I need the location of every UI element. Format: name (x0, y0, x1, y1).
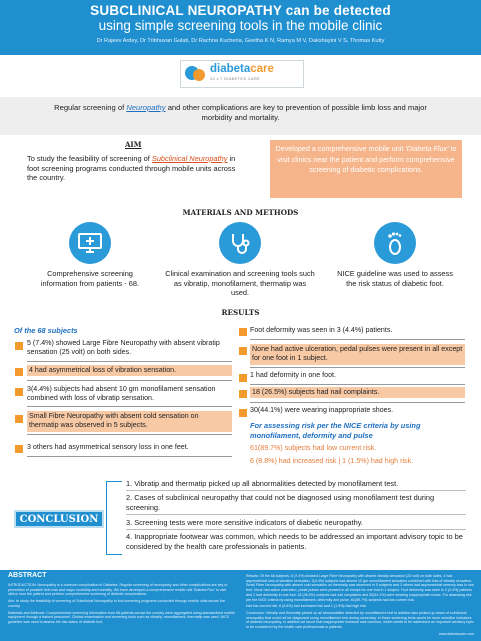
divider (27, 434, 232, 435)
logo-word-b: care (250, 63, 274, 75)
conclusion-item-2: 2. Cases of subclinical neuropathy that could not be diagnosed using monofilament test during screening. (126, 493, 435, 512)
intro-emphasis: Neuropathy (126, 103, 166, 112)
aim-text-before: To study the feasibility of screening of (27, 154, 152, 163)
methods-column-1 (30, 222, 150, 288)
aim-box-before: Developed a comprehensive mobile unit (275, 144, 406, 153)
methods-heading: MATERIALS AND METHODS (182, 208, 299, 217)
abstract-right-column (246, 574, 474, 638)
risk-line-2: 6 (8.8%) had increased risk | 1 (1.5%) had high risk. (250, 457, 414, 465)
foot-icon (374, 222, 416, 264)
poster-title-line2: using simple screening tools in the mobile clinic (98, 18, 383, 33)
divider (27, 380, 232, 381)
intro-text-after: and other complications are key to prevention of possible limb loss and major morbidity and mortality. (165, 103, 427, 122)
conclusion-item-3: 3. Screening tests were more sensitive indicators of diabetic neuropathy. (126, 518, 363, 527)
bullet-marker (239, 328, 247, 336)
logo-tagline: 24 x 7 DIABETES CARE (210, 76, 261, 81)
bullet-marker (239, 374, 247, 382)
bullet-marker (15, 388, 23, 396)
result-right-2: None had active ulceration, pedal pulses were present in all except for one foot in 1 subject. (250, 344, 465, 365)
aim-text-after: in foot screening programs conducted through mobile units across the country. (27, 154, 236, 182)
result-left-2: 4 had asymmetrical loss of vibration sensation. (27, 365, 232, 376)
bullet-marker (15, 445, 23, 453)
intro-banner (0, 97, 481, 135)
bullet-marker (15, 415, 23, 423)
abstract-heading: ABSTRACT (8, 572, 47, 579)
result-right-5: 30(44.1%) were wearing inappropriate shoes. (250, 406, 394, 414)
bullet-marker (239, 390, 247, 398)
author-list: Dr Rajeev Ardey, Dr Tribhuvan Gulati, Dr Rachna Kucheria, Geetha K N, Ramya M V, Dakshayini V S, Thomas Kutty (96, 38, 385, 44)
bullet-marker (239, 409, 247, 417)
methods-column-3 (335, 222, 455, 288)
result-left-5: 3 others had asymmetrical sensory loss in one feet. (27, 443, 189, 451)
bullet-marker (15, 342, 23, 350)
result-right-1: Foot deformity was seen in 3 (4.4%) patients. (250, 326, 393, 334)
bullet-marker (15, 368, 23, 376)
abstract-paragraph: had low current risk, 6 (8.8%) had increased risk and 1 (1.5%) had high risk. (246, 604, 367, 609)
conclusion-bracket (106, 481, 122, 555)
logo-mark-icon (185, 64, 207, 84)
conclusion-item-4: 4. Inappropriate footwear was common, which needs to be addressed an important advisory topic to be considered by the health care professionals in patients. (126, 532, 463, 551)
aim-callout-box (270, 140, 462, 198)
poster-title-line1: SUBCLINICAL NEUROPATHY can be detected (90, 3, 391, 18)
divider (126, 529, 466, 530)
aim-heading: AIM (125, 140, 142, 149)
abstract-paragraph: Results: Of the 68 subjects, 5 (7.4%) showed Large Fibre Neuropathy with absent vibratip sensation (25 volt) on both sides, 4 had asymmetrical loss of vibration sensation. 3(4.4%) subjects had absent 10 gm monofilament sensation combined with loss of vibratip sensation. Small Fibre Neuropathy with absent cold sensation on thermatip was observed in 5 subjects and 3 others had asymmetrical sensory loss in one feet. None had active ulceration, pedal pulses were present in all except for one foot in 1 subject. Foot deformity was seen in 3 (4.4%) patients and 1 had deformity in one foot. 18 (26.5%) subjects had nail complaints and 30(44.1%) were wearing inappropriate shoes. For assessing risk per the NICE criteria by using monofilament, deformity and pulse, 61(89.7%) subjects had low current risk. (246, 574, 474, 602)
diabetacare-logo (180, 60, 304, 88)
aim-text (27, 154, 242, 183)
divider (27, 361, 232, 362)
result-right-4: 18 (26.5%) subjects had nail complaints. (250, 387, 465, 398)
methods-column-2 (165, 222, 315, 298)
abstract-section (0, 570, 481, 641)
divider (250, 367, 465, 368)
abstract-paragraph: INTRODUCTION: Neuropathy is a common complication in Diabetes. Regular screening of neuropathy and other complications are key to prevention of possible limb loss and major morbidity and mortality. We have developed a comprehensive mobile unit 'Diabeta Flux' to visit clinics near the patient and perform comprehensive screening of diabetic complications. (8, 583, 228, 597)
conclusion-badge: CONCLUSION (14, 510, 104, 528)
result-left-3: 3(4.4%) subjects had absent 10 gm monofilament sensation combined with loss of vibratip sensation. (27, 385, 216, 403)
risk-line-1: 61(89.7%) subjects had low current risk. (250, 444, 377, 452)
logo-word-a: diabeta (210, 63, 251, 75)
aim-text-emphasis: Subclinical Neuropathy (151, 154, 228, 163)
divider (27, 406, 232, 407)
methods-text-3: NICE guideline was used to assess the risk status of diabetic foot. (337, 269, 453, 288)
monitor-plus-icon (69, 222, 111, 264)
conclusion-item-1: 1. Vibratip and thermatip picked up all abnormalities detected by monofilament test. (126, 479, 399, 488)
methods-text-2: Clinical examination and screening tools such as vibratip, monofilament, thermatip was used. (165, 269, 315, 297)
methods-text-1: Comprehensive screening information from patients - 68. (40, 269, 140, 288)
poster-header (0, 0, 481, 55)
risk-heading: For assessing risk per the NICE criteria by using monofilament, deformity and pulse (250, 421, 421, 440)
abstract-paragraph: Materials and Methods: Comprehensive screening information from 68 patients across the country were aggregated using standardized mobile equipment through a trained personnel. Clinical examination and screening tools such as vibratip, monofilament, thermatip was used. NICE guideline was used to assess the risk status of diabetic foot. (8, 610, 235, 624)
results-heading: RESULTS (221, 308, 260, 317)
result-right-3: 1 had deformity in one foot. (250, 371, 336, 379)
results-subheading: Of the 68 subjects (14, 326, 78, 335)
abstract-left-column (8, 583, 236, 627)
divider (250, 402, 465, 403)
result-left-4: Small Fibre Neuropathy with absent cold sensation on thermatip was observed in 5 subjects. (27, 411, 232, 432)
divider (126, 490, 466, 491)
aim-box-after: to visit clinics near the patient and perform comprehensive screening of diabetic complications. (277, 144, 457, 174)
bullet-marker (239, 347, 247, 355)
divider (27, 456, 232, 457)
stethoscope-icon (219, 222, 261, 264)
divider (250, 384, 465, 385)
abstract-paragraph: Aim: to study the feasibility of screening of Subclinical Neuropathy in foot screening programs conducted through mobile units across the country. (8, 599, 225, 608)
divider (250, 339, 465, 340)
aim-box-emphasis: 'Diabeta Flux' (405, 144, 449, 153)
abstract-website[interactable]: www.diabetacare.com (438, 631, 474, 636)
result-left-1: 5 (7.4%) showed Large Fibre Neuropathy with absent vibratip sensation (25 volt) on both sides. (27, 339, 220, 357)
abstract-paragraph: Conclusion: Vibratip and thermatip picked up all abnormalities detected by monofilament test in addition also picked up cases of subclinical neuropathy that could not be diagnosed using monofilament test during screening. In these screening tests would be more sensitive indicators of diabetic neuropathy. In addition we found that inappropriate footwear was common, which needs to be addressed an important advisory topic to be considered by the health care professionals in patients. (246, 610, 474, 630)
divider (126, 514, 466, 515)
intro-text-before: Regular screening of (54, 103, 127, 112)
